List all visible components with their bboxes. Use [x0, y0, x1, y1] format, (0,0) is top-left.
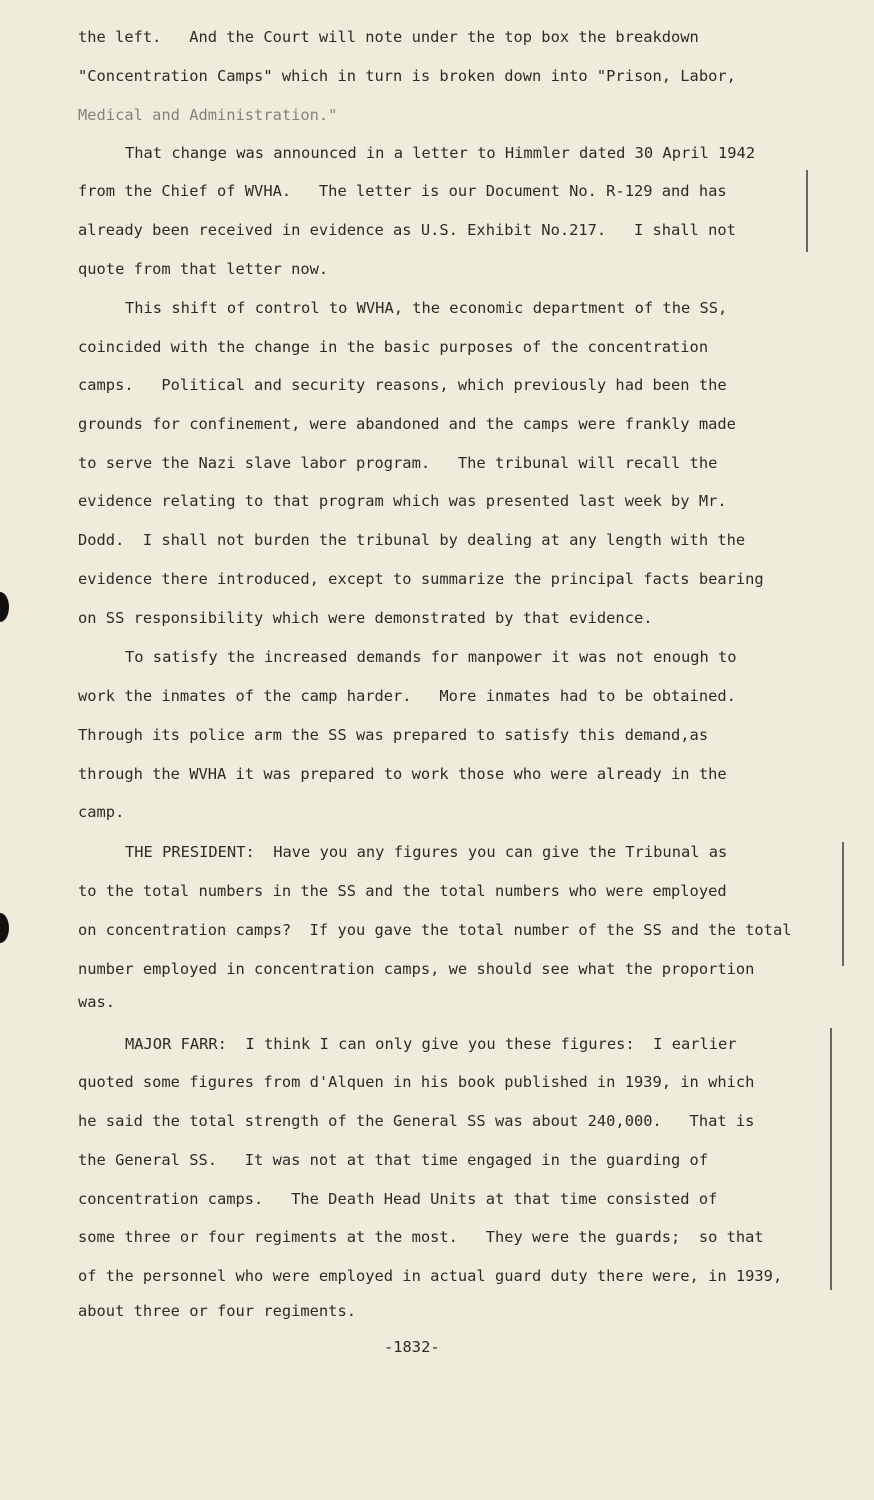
- text-line: To satisfy the increased demands for manpower it was not enough to: [125, 648, 737, 666]
- text-line: of the personnel who were employed in actual guard duty there were, in 1939,: [78, 1267, 783, 1285]
- text-line: Dodd. I shall not burden the tribunal by dealing at any length with the: [78, 531, 746, 549]
- text-line: THE PRESIDENT: Have you any figures you can give the Tribunal as: [125, 843, 728, 861]
- text-line: to serve the Nazi slave labor program. The tribunal will recall the: [78, 454, 718, 472]
- text-line: evidence relating to that program which was presented last week by Mr.: [78, 492, 727, 510]
- text-line: grounds for confinement, were abandoned and the camps were frankly made: [78, 415, 736, 433]
- text-line: already been received in evidence as U.S. Exhibit No.217. I shall not: [78, 221, 736, 239]
- text-line: This shift of control to WVHA, the economic department of the SS,: [125, 299, 728, 317]
- punch-hole: [0, 913, 9, 943]
- text-line: camp.: [78, 803, 125, 821]
- text-line: concentration camps. The Death Head Units at that time consisted of: [78, 1190, 718, 1208]
- text-line: was.: [78, 993, 116, 1011]
- text-line: work the inmates of the camp harder. More inmates had to be obtained.: [78, 687, 736, 705]
- text-line: he said the total strength of the General SS was about 240,000. That is: [78, 1112, 755, 1130]
- text-line: coincided with the change in the basic purposes of the concentration: [78, 338, 709, 356]
- text-line: the General SS. It was not at that time engaged in the guarding of: [78, 1151, 709, 1169]
- text-line: quoted some figures from d'Alquen in his book published in 1939, in which: [78, 1073, 755, 1091]
- text-line: That change was announced in a letter to Himmler dated 30 April 1942: [125, 144, 756, 162]
- text-line: MAJOR FARR: I think I can only give you these figures: I earlier: [125, 1035, 737, 1053]
- margin-revision-bar: [842, 842, 844, 966]
- margin-revision-bar: [830, 1028, 832, 1290]
- text-line: the left. And the Court will note under the top box the breakdown: [78, 28, 699, 46]
- text-line: evidence there introduced, except to summarize the principal facts bearing: [78, 570, 764, 588]
- text-line: Medical and Administration.": [78, 106, 338, 124]
- text-line: some three or four regiments at the most. They were the guards; so that: [78, 1228, 764, 1246]
- text-line: to the total numbers in the SS and the total numbers who were employed: [78, 882, 727, 900]
- text-line: on SS responsibility which were demonstrated by that evidence.: [78, 609, 653, 627]
- text-line: through the WVHA it was prepared to work those who were already in the: [78, 765, 727, 783]
- punch-hole: [0, 592, 9, 622]
- text-line: on concentration camps? If you gave the total number of the SS and the total: [78, 921, 792, 939]
- text-line: Through its police arm the SS was prepared to satisfy this demand,as: [78, 726, 709, 744]
- text-line: camps. Political and security reasons, which previously had been the: [78, 376, 727, 394]
- page-number: -1832-: [384, 1338, 440, 1356]
- text-line: "Concentration Camps" which in turn is broken down into "Prison, Labor,: [78, 67, 736, 85]
- margin-revision-bar: [806, 170, 808, 252]
- text-line: number employed in concentration camps, we should see what the proportion: [78, 960, 755, 978]
- text-line: about three or four regiments.: [78, 1302, 356, 1320]
- text-line: quote from that letter now.: [78, 260, 329, 278]
- text-line: from the Chief of WVHA. The letter is our Document No. R-129 and has: [78, 182, 727, 200]
